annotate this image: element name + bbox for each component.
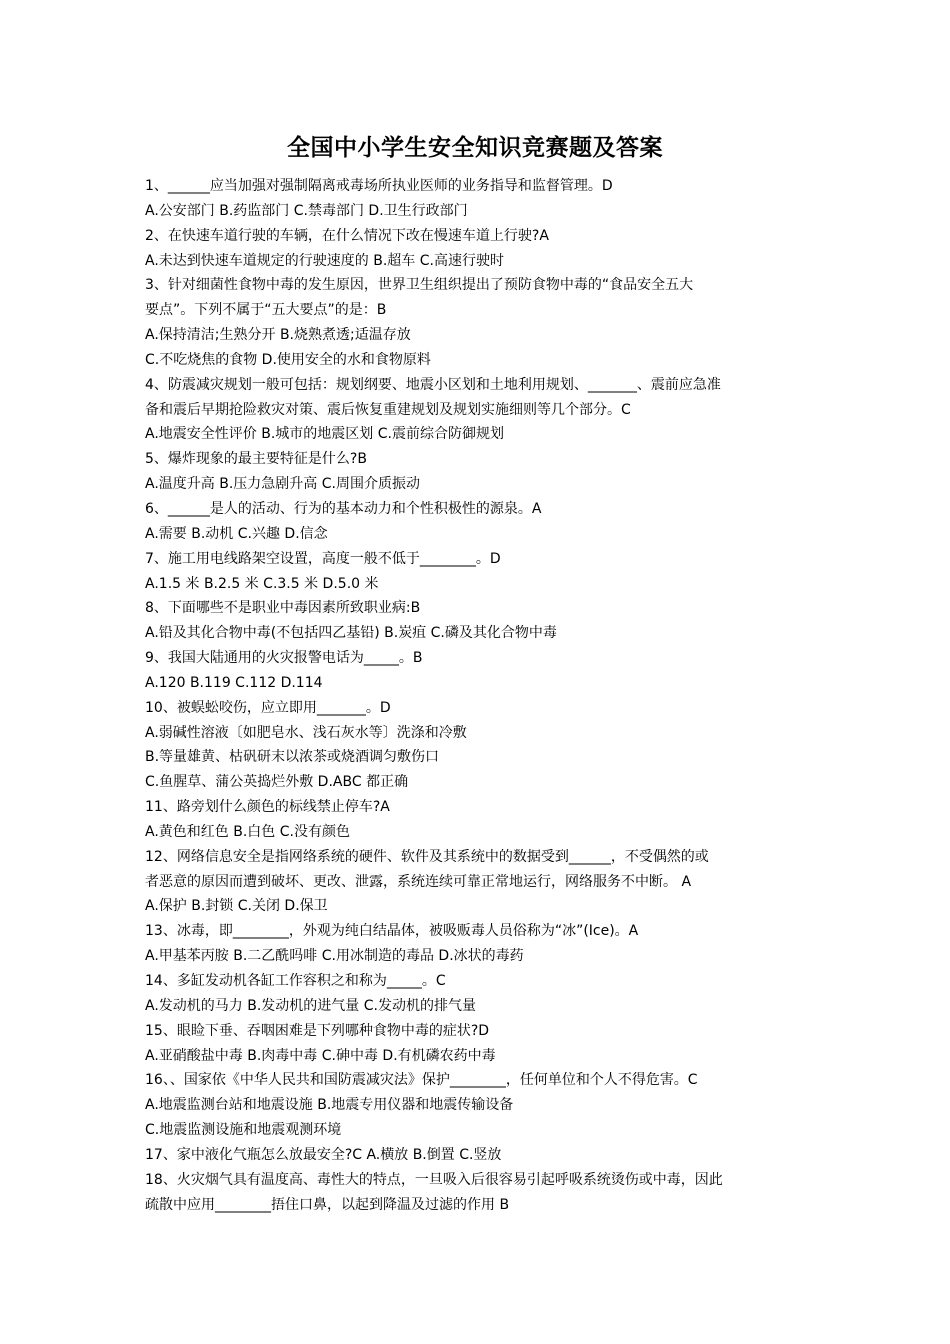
text-line: A.保护 B.封锁 C.关闭 D.保卫 [145,898,328,915]
text-line: A.发动机的马力 B.发动机的进气量 C.发动机的排气量 [145,997,476,1014]
text-line: 7、施工用电线路架空设置，高度一般不低于________。D [145,550,501,567]
text-line: C.不吃烧焦的食物 D.使用安全的水和食物原料 [145,351,431,368]
document-body [145,174,813,1217]
text-line: 5、爆炸现象的最主要特征是什么?B [145,451,367,468]
text-line: A.未达到快速车道规定的行驶速度的 B.超车 C.高速行驶时 [145,252,504,269]
text-line: 14、多缸发动机各缸工作容积之和称为_____。C [145,973,446,989]
text-line: 12、网络信息安全是指网络系统的硬件、软件及其系统中的数据受到______，不受偶然的或 [145,848,709,865]
text-line: A.甲基苯丙胺 B.二乙酰吗啡 C.用冰制造的毒品 D.冰状的毒药 [145,948,524,965]
text-line: A.120 B.119 C.112 D.114 [145,674,323,691]
text-line: C.地震监测设施和地震观测环境 [145,1122,342,1139]
text-line: 10、被蜈蚣咬伤，应立即用_______。D [145,699,391,716]
text-line: A.铅及其化合物中毒(不包括四乙基铅) B.炭疽 C.磷及其化合物中毒 [145,625,557,642]
text-line: A.1.5 米 B.2.5 米 C.3.5 米 D.5.0 米 [145,575,379,592]
text-line: A.温度升高 B.压力急剧升高 C.周围介质振动 [145,476,420,493]
text-line: 13、冰毒，即________，外观为纯白结晶体，被吸贩毒人员俗称为“冰”(Ice)。A [145,923,639,940]
text-line: 者恶意的原因而遭到破坏、更改、泄露，系统连续可靠正常地运行，网络服务不中断。 A [145,873,692,890]
text-line: 3、针对细菌性食物中毒的发生原因，世界卫生组织提出了预防食物中毒的“食品安全五大 [145,277,694,294]
text-line: A.保持清洁;生熟分开 B.烧熟煮透;适温存放 [145,327,411,344]
text-line: 疏散中应用________捂住口鼻，以起到降温及过滤的作用 B [145,1196,510,1213]
text-line: 2、在快速车道行驶的车辆，在什么情况下改在慢速车道上行驶?A [145,227,549,244]
text-line: 11、路旁划什么颜色的标线禁止停车?A [145,799,390,816]
text-line: 要点”。下列不属于“五大要点”的是：B [145,302,387,319]
text-line: 9、我国大陆通用的火灾报警电话为_____。B [145,650,423,667]
text-line: 15、眼睑下垂、吞咽困难是下列哪种食物中毒的症状?D [145,1022,490,1039]
text-line: 4、防震减灾规划一般可包括：规划纲要、地震小区划和土地利用规划、_______、震前应急准 [145,376,721,393]
text-line: 6、______是人的活动、行为的基本动力和个性积极性的源泉。A [145,500,542,517]
text-line: A.需要 B.动机 C.兴趣 D.信念 [145,525,328,542]
text-line: A.亚硝酸盐中毒 B.肉毒中毒 C.砷中毒 D.有机磷农药中毒 [145,1047,496,1064]
text-line: 备和震后早期抢险救灾对策、震后恢复重建规划及规划实施细则等几个部分。C [145,401,631,418]
text-line: 17、家中液化气瓶怎么放最安全?C A.横放 B.倒置 C.竖放 [145,1146,502,1163]
text-line: B.等量雄黄、枯矾研末以浓茶或烧酒调匀敷伤口 [145,749,440,766]
text-line: A.地震安全性评价 B.城市的地震区划 C.震前综合防御规划 [145,426,504,443]
text-line: A.弱碱性溶液〔如肥皂水、浅石灰水等〕洗涤和冷敷 [145,724,467,741]
document-title: 全国中小学生安全知识竞赛题及答案 [287,135,663,161]
text-line: 1、______应当加强对强制隔离戒毒场所执业医师的业务指导和监督管理。D [145,178,613,194]
text-line: A.地震监测台站和地震设施 B.地震专用仪器和地震传输设备 [145,1097,514,1114]
text-line: C.鱼腥草、蒲公英捣烂外敷 D.ABC 都正确 [145,774,409,791]
text-line: 8、下面哪些不是职业中毒因素所致职业病:B [145,600,421,617]
text-line: A.公安部门 B.药监部门 C.禁毒部门 D.卫生行政部门 [145,202,468,219]
text-line: A.黄色和红色 B.白色 C.没有颜色 [145,823,350,840]
text-line: 16、、国家依《中华人民共和国防震减灾法》保护________，任何单位和个人不得危害。C [145,1072,698,1089]
text-line: 18、火灾烟气具有温度高、毒性大的特点，一旦吸入后很容易引起呼吸系统烫伤或中毒，因此 [145,1171,723,1188]
